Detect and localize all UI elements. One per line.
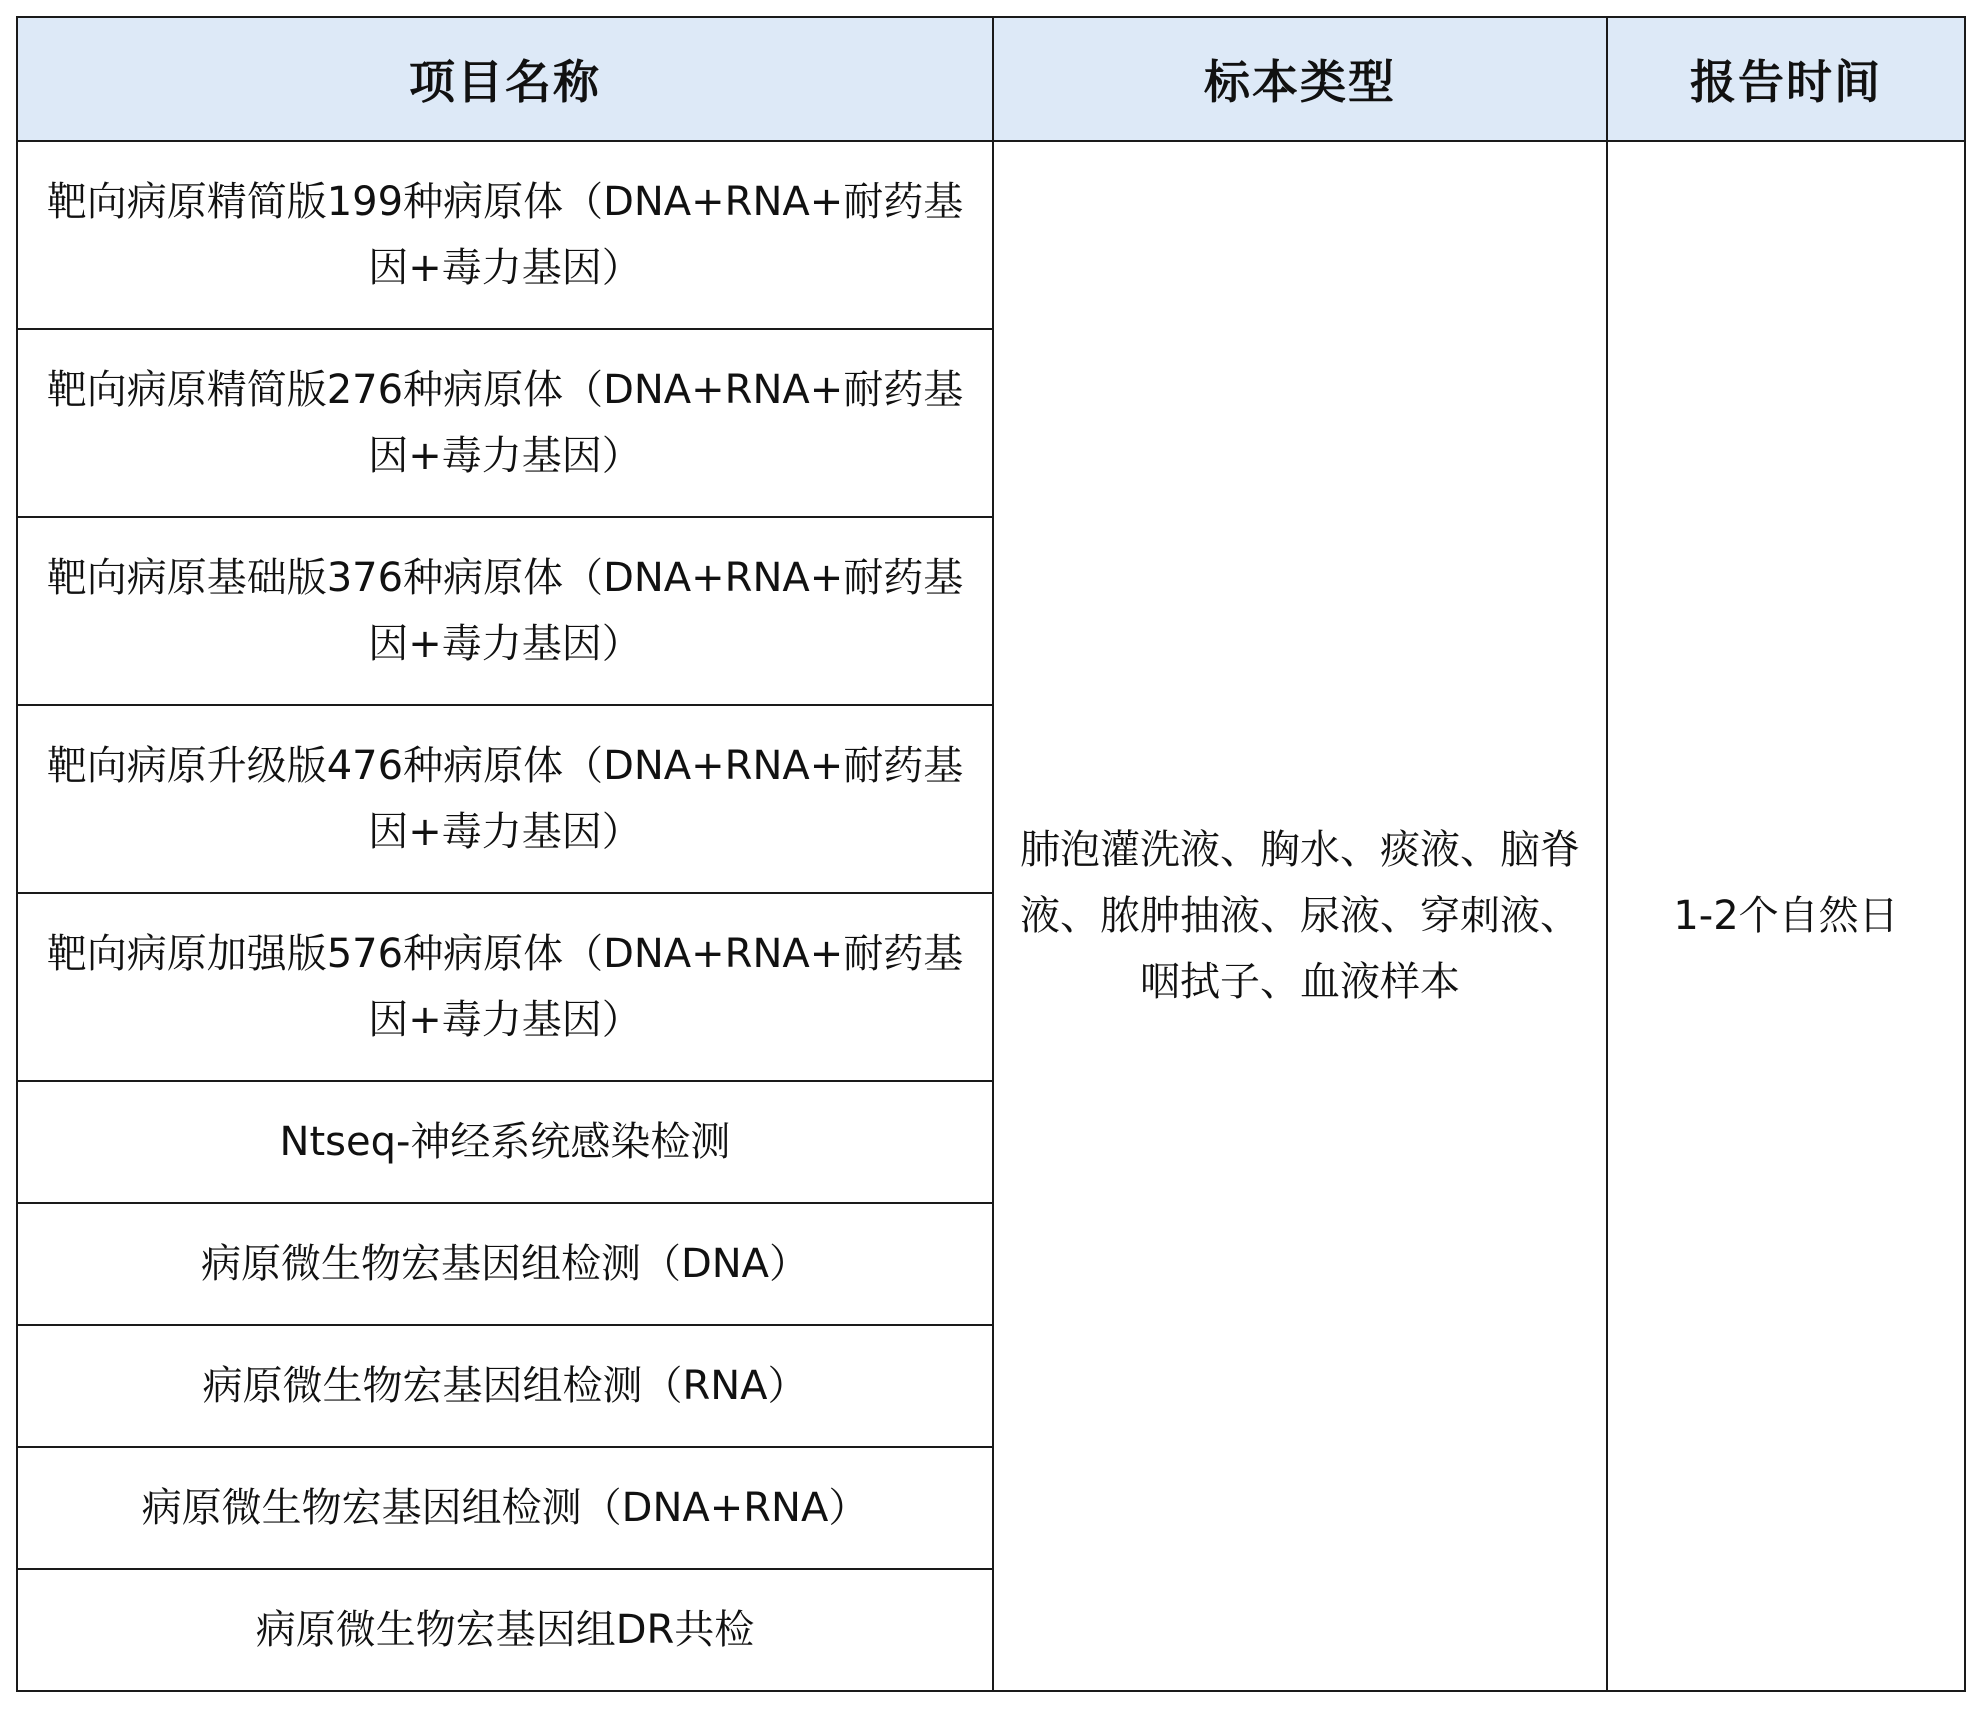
report-time-cell: 1-2个自然日 [1607, 141, 1965, 1691]
project-name-cell: 病原微生物宏基因组检测（RNA） [17, 1325, 993, 1447]
table-row [17, 141, 1965, 329]
header-report-time: 报告时间 [1607, 17, 1965, 141]
project-name-cell: 病原微生物宏基因组检测（DNA+RNA） [17, 1447, 993, 1569]
project-name-cell: 靶向病原精简版199种病原体（DNA+RNA+耐药基因+毒力基因） [17, 141, 993, 329]
sample-type-cell: 肺泡灌洗液、胸水、痰液、脑脊液、脓肿抽液、尿液、穿刺液、咽拭子、血液样本 [993, 141, 1607, 1691]
project-name-cell: 靶向病原加强版576种病原体（DNA+RNA+耐药基因+毒力基因） [17, 893, 993, 1081]
table-header-row [17, 17, 1965, 141]
project-name-cell: 靶向病原精简版276种病原体（DNA+RNA+耐药基因+毒力基因） [17, 329, 993, 517]
project-name-cell: 靶向病原升级版476种病原体（DNA+RNA+耐药基因+毒力基因） [17, 705, 993, 893]
project-name-cell: Ntseq-神经系统感染检测 [17, 1081, 993, 1203]
project-name-cell: 病原微生物宏基因组检测（DNA） [17, 1203, 993, 1325]
header-sample-type: 标本类型 [993, 17, 1607, 141]
header-project-name: 项目名称 [17, 17, 993, 141]
project-spec-table [16, 16, 1966, 1692]
project-name-cell: 靶向病原基础版376种病原体（DNA+RNA+耐药基因+毒力基因） [17, 517, 993, 705]
project-name-cell: 病原微生物宏基因组DR共检 [17, 1569, 993, 1691]
